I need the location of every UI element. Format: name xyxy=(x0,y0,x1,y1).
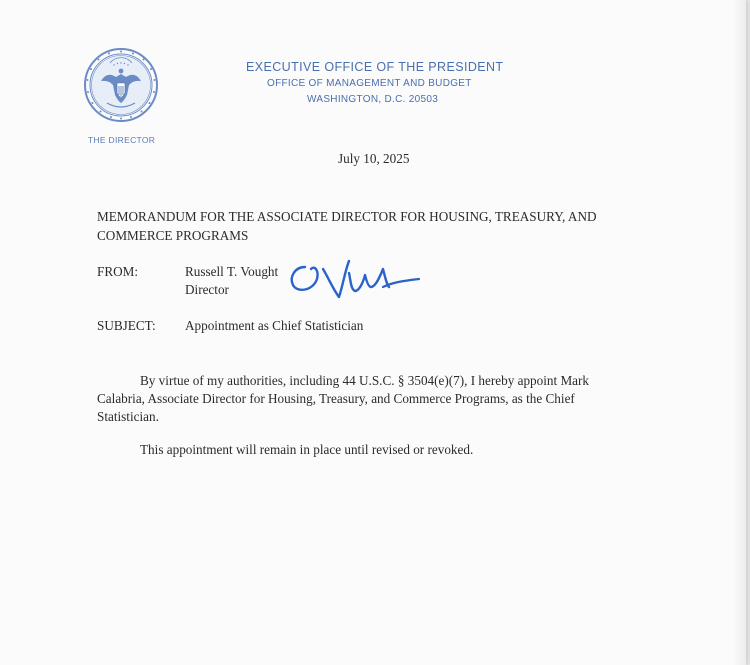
director-label: THE DIRECTOR xyxy=(88,135,156,145)
from-name: Russell T. Vought xyxy=(185,264,279,279)
memorandum-for-line-2: COMMERCE PROGRAMS xyxy=(97,228,249,243)
from-label: FROM: xyxy=(97,264,139,279)
letterhead-executive-office: EXECUTIVE OFFICE OF THE PRESIDENT xyxy=(246,60,504,74)
memo-date: July 10, 2025 xyxy=(338,151,410,166)
body-paragraph-1-line-2: Calabria, Associate Director for Housing, Treasury, and Commerce Programs, as the Chief xyxy=(97,391,575,406)
presidential-seal-icon xyxy=(83,47,159,123)
signature-image xyxy=(283,253,425,303)
body-paragraph-1-line-1: By virtue of my authorities, including 44 U.S.C. § 3504(e)(7), I hereby appoint Mark xyxy=(140,373,590,388)
subject-label: SUBJECT: xyxy=(97,318,156,333)
memorandum-for-line-1: MEMORANDUM FOR THE ASSOCIATE DIRECTOR FOR HOUSING, TREASURY, AND xyxy=(97,209,597,224)
body-paragraph-2: This appointment will remain in place until revised or revoked. xyxy=(140,442,474,457)
letterhead-address: WASHINGTON, D.C. 20503 xyxy=(307,94,439,105)
subject-text: Appointment as Chief Statistician xyxy=(185,318,364,333)
from-title: Director xyxy=(185,282,229,297)
page-edge-shadow xyxy=(732,0,746,665)
body-paragraph-1-line-3: Statistician. xyxy=(97,409,159,424)
letterhead-omb: OFFICE OF MANAGEMENT AND BUDGET xyxy=(267,78,472,89)
